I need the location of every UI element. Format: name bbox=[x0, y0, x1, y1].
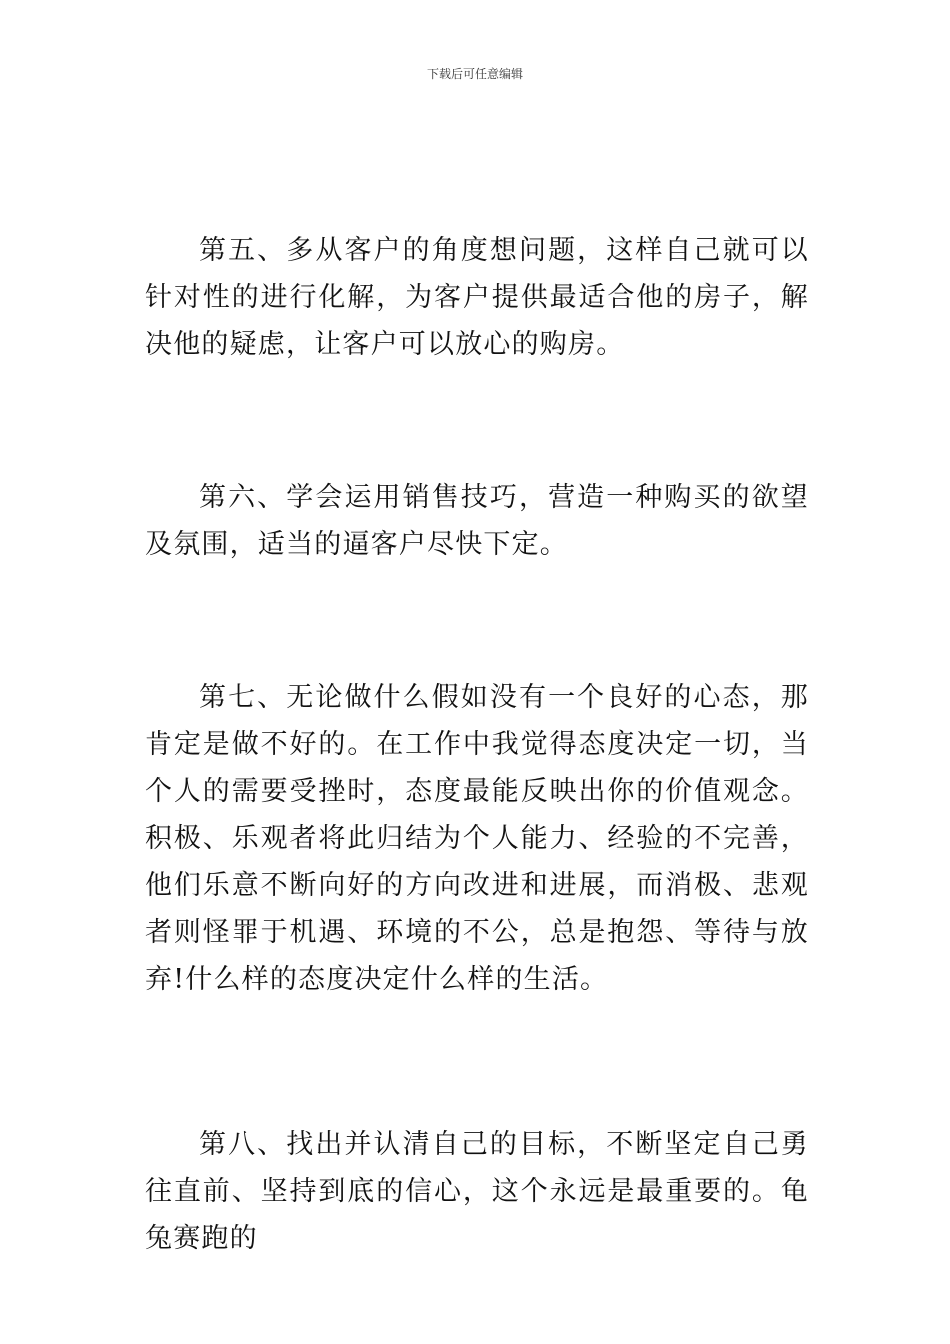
page-header: 下载后可任意编辑 bbox=[426, 67, 523, 81]
paragraph-sixth: 第六、学会运用销售技巧，营造一种购买的欲望及氛围，适当的逼客户尽快下定。 bbox=[145, 482, 809, 560]
paragraph-eighth: 第八、找出并认清自己的目标，不断坚定自己勇往直前、坚持到底的信心，这个永远是最重要的。龟兔赛跑的 bbox=[145, 1129, 809, 1254]
paragraph-fifth: 第五、多从客户的角度想问题，这样自己就可以针对性的进行化解，为客户提供最适合他的房子，解决他的疑虑，让客户可以放心的购房。 bbox=[145, 235, 809, 360]
paragraph-seventh: 第七、无论做什么假如没有一个良好的心态，那肯定是做不好的。在工作中我觉得态度决定一切，当个人的需要受挫时，态度最能反映出你的价值观念。积极、乐观者将此归结为个人能力、经验的不完善，他们乐意不断向好的方向改进和进展，而消极、悲观者则怪罪于机遇、环境的不公，总是抱怨、等待与放弃!什么样的态度决定什么样的生活。 bbox=[145, 682, 809, 995]
